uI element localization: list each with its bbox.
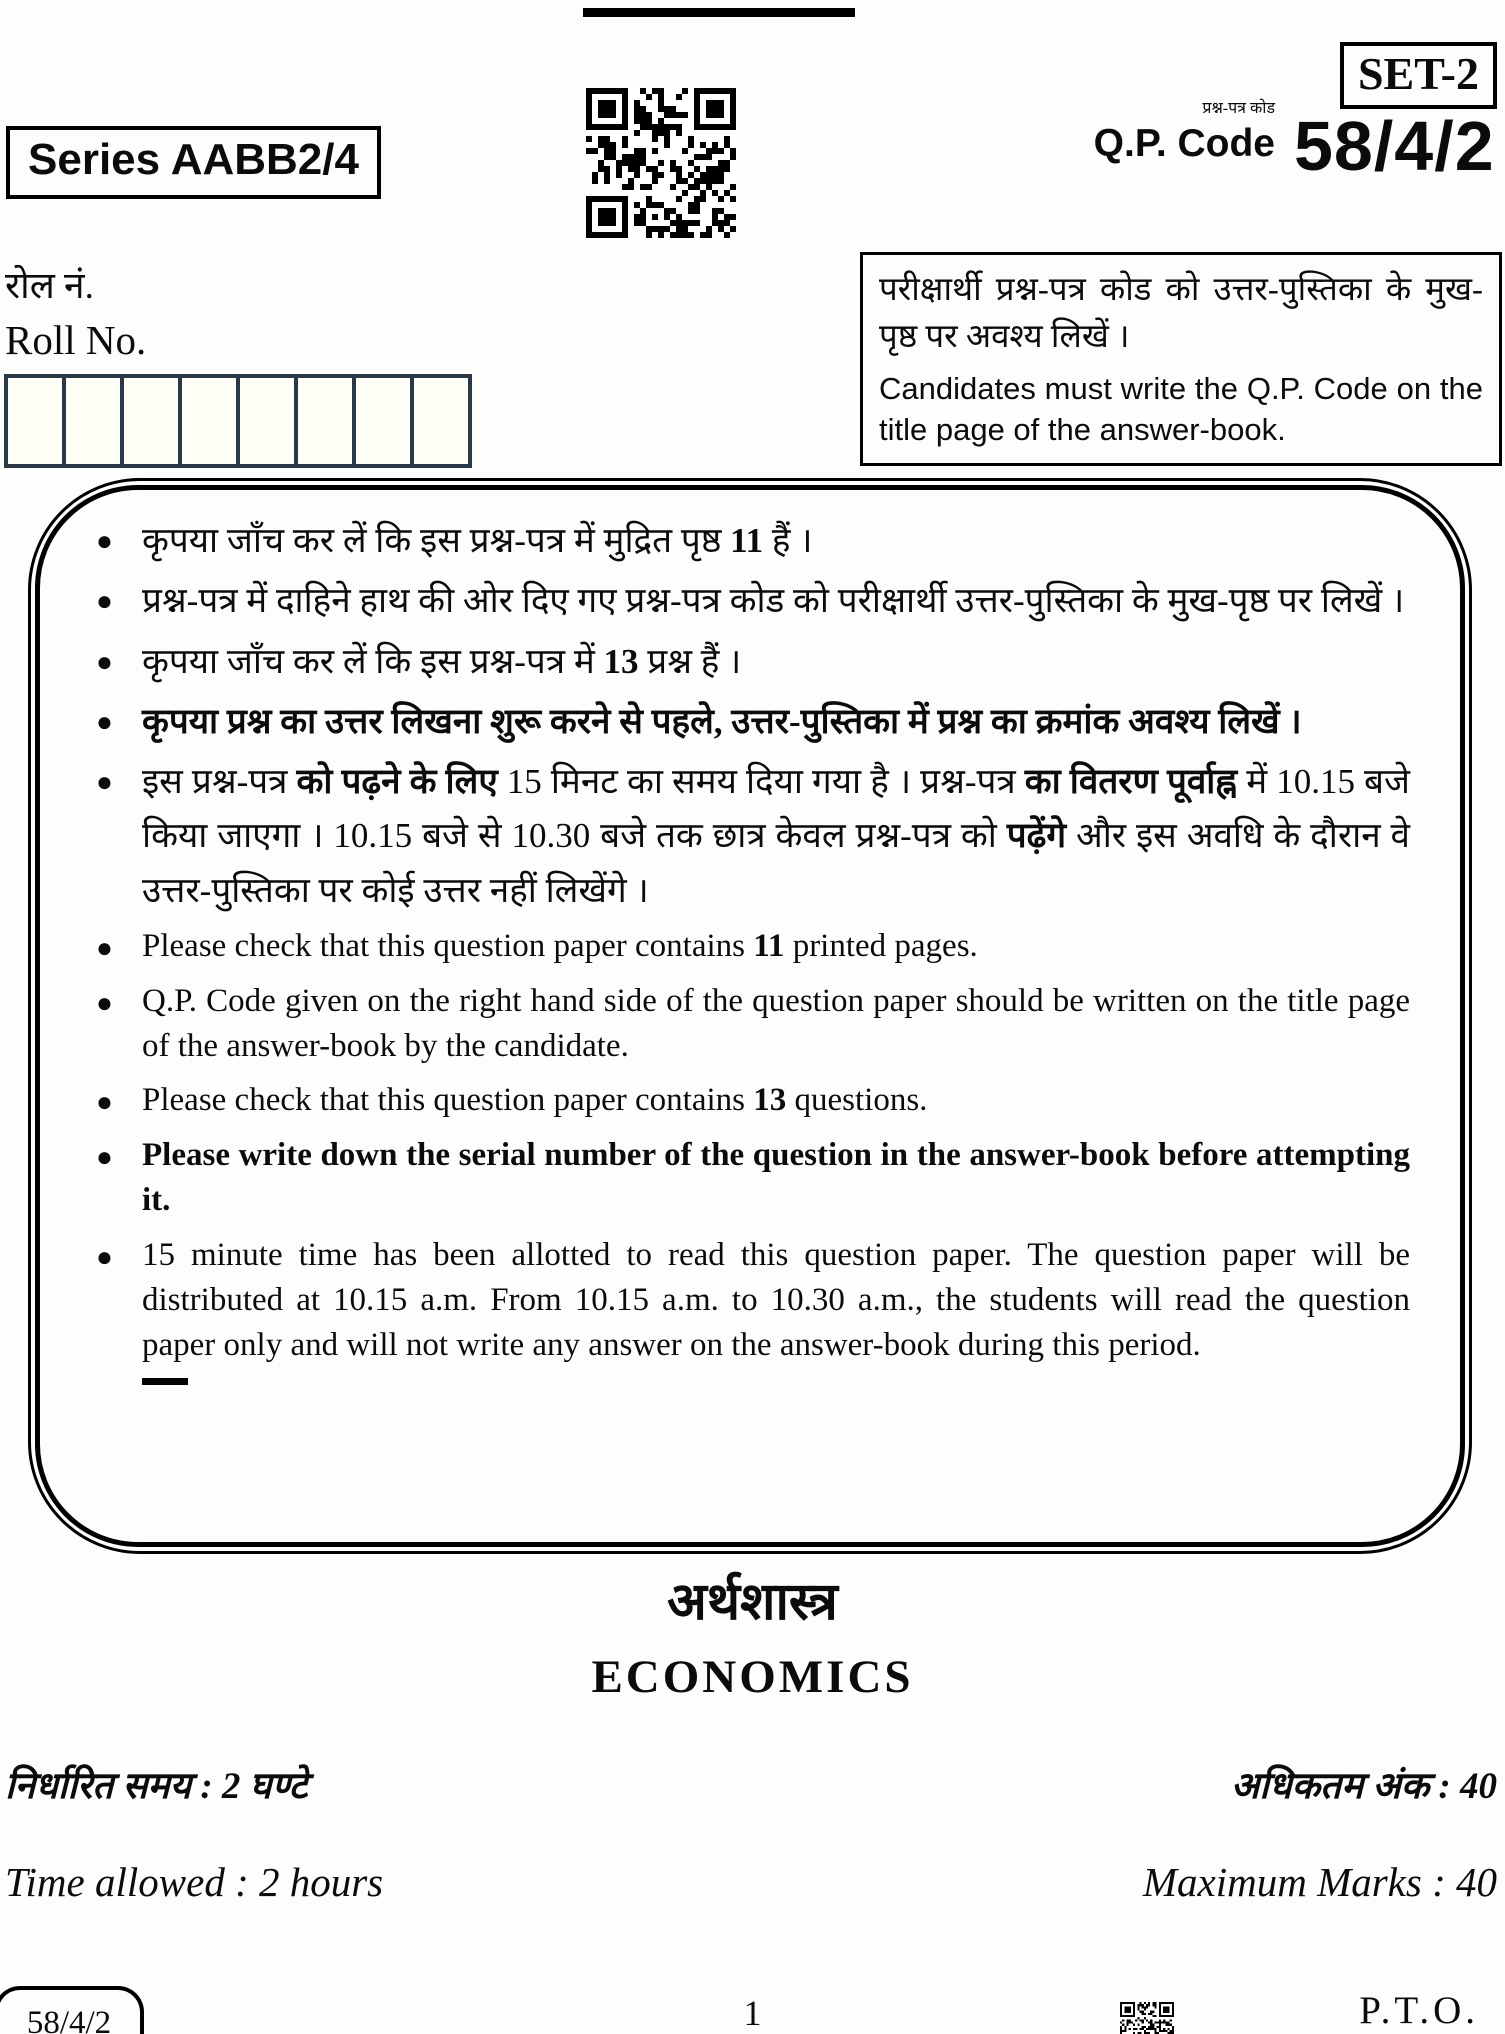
- max-marks-english: Maximum Marks : 40: [1142, 1859, 1497, 1905]
- bullet-icon: ●: [96, 706, 113, 738]
- qp-code-block: [1000, 100, 1275, 167]
- bullet-icon: ●: [96, 987, 113, 1019]
- set-badge: [1340, 42, 1497, 109]
- instruction-text: 15 minute time has been allotted to read this question paper. The question paper will be distributed at 10.15 a.m. From 10.15 a.m. to 10.30 a.m., the students will read the question paper only and will not write any answer on the answer-book during this period.: [142, 1237, 1410, 1363]
- meta-row-english: [5, 1858, 1497, 1906]
- qr-code-small: [1120, 2002, 1174, 2034]
- bullet-icon: ●: [96, 1142, 113, 1174]
- instruction-text: कृपया जाँच कर लें कि इस प्रश्न-पत्र में मुद्रित पृष्ठ 11 हैं ।: [142, 521, 813, 560]
- instruction-text: इस प्रश्न-पत्र को पढ़ने के लिए 15 मिनट का समय दिया गया है । प्रश्न-पत्र का वितरण पूर्वाह्न में 10.15 बजे किया जाएगा । 10.15 बजे से 10.30 बजे तक छात्र केवल प्रश्न-पत्र को पढ़ेंगे और इस अवधि के दौरान वे उत्तर-पुस्तिका पर कोई उत्तर नहीं लिखेंगे ।: [142, 762, 1410, 910]
- roll-label-hindi: रोल नं.: [5, 266, 94, 307]
- instruction-item: [96, 695, 1410, 749]
- candidate-note-hindi: परीक्षार्थी प्रश्न-पत्र कोड को उत्तर-पुस्तिका के मुख-पृष्ठ पर अवश्य लिखें ।: [879, 272, 1483, 355]
- qp-code-label-english: Q.P. Code: [1093, 122, 1275, 166]
- qp-code-value: 58/4/2: [1294, 107, 1495, 185]
- meta-row-hindi: [5, 1758, 1497, 1809]
- roll-cell: [236, 374, 298, 468]
- instruction-item: [96, 1078, 1410, 1123]
- pto-label: P.T.O.: [1359, 1989, 1479, 2032]
- bullet-icon: ●: [96, 586, 113, 618]
- bullet-icon: ●: [96, 526, 113, 557]
- instruction-text: Please write down the serial number of the question in the answer-book before attempting it.: [142, 1137, 1410, 1219]
- qp-code-label-hindi: प्रश्न-पत्र कोड: [1202, 100, 1275, 117]
- time-allowed-hindi: निर्धारित समय : 2 घण्टे: [5, 1766, 308, 1807]
- underline-mark: [142, 1378, 188, 1385]
- candidate-note-english: Candidates must write the Q.P. Code on the title page of the answer-book.: [879, 370, 1483, 447]
- candidate-note-box: [860, 252, 1502, 466]
- instruction-item: [96, 635, 1410, 689]
- bullet-icon: ●: [96, 767, 113, 798]
- instruction-text: प्रश्न-पत्र में दाहिने हाथ की ओर दिए गए प्रश्न-पत्र कोड को परीक्षार्थी उत्तर-पुस्तिका के मुख-पृष्ठ पर लिखें ।: [142, 581, 1405, 621]
- series-badge: [6, 126, 381, 199]
- instructions-box-inner: [35, 485, 1465, 1547]
- set-label: SET-2: [1357, 48, 1479, 99]
- footer-code: 58/4/2: [26, 2005, 112, 2034]
- roll-number-grid: [4, 374, 472, 468]
- roll-label-english: Roll No.: [5, 317, 147, 363]
- instruction-text: कृपया प्रश्न का उत्तर लिखना शुरू करने से पहले, उत्तर-पुस्तिका में प्रश्न का क्रमांक अवश्य लिखें ।: [142, 701, 1302, 741]
- top-rule: [583, 8, 855, 17]
- max-marks-hindi: अधिकतम अंक : 40: [1231, 1766, 1497, 1807]
- paper-title-english: ECONOMICS: [591, 1651, 914, 1703]
- bullet-icon: ●: [96, 932, 113, 964]
- bullet-icon: ●: [96, 646, 113, 678]
- bullet-icon: ●: [96, 1087, 113, 1119]
- time-allowed-english: Time allowed : 2 hours: [5, 1859, 384, 1905]
- paper-title-hindi: अर्थशास्त्र: [667, 1574, 838, 1631]
- bullet-icon: ●: [96, 1242, 113, 1273]
- instruction-item: [96, 755, 1410, 918]
- instruction-item: [96, 1233, 1410, 1368]
- roll-cell: [62, 374, 124, 468]
- roll-cell: [294, 374, 356, 468]
- roll-cell: [410, 374, 472, 468]
- instruction-text: Q.P. Code given on the right hand side of the question paper should be written on the title page of the answer-book by the candidate.: [142, 982, 1410, 1064]
- roll-cell: [4, 374, 66, 468]
- roll-cell: [178, 374, 240, 468]
- roll-cell: [120, 374, 182, 468]
- instruction-item: [96, 514, 1410, 568]
- instruction-text: कृपया जाँच कर लें कि इस प्रश्न-पत्र में 13 प्रश्न हैं ।: [142, 641, 742, 681]
- page-number: 1: [743, 1993, 762, 2033]
- instruction-item: [96, 574, 1410, 628]
- instructions-box: [28, 478, 1472, 1554]
- series-label: Series AABB2/4: [28, 135, 359, 184]
- instruction-item: [96, 1133, 1410, 1223]
- instruction-item: [96, 979, 1410, 1069]
- instruction-list: [96, 514, 1410, 1368]
- instruction-item: [96, 924, 1410, 969]
- instruction-text: Please check that this question paper contains 13 questions.: [142, 1082, 928, 1119]
- roll-cell: [352, 374, 414, 468]
- instruction-text: Please check that this question paper contains 11 printed pages.: [142, 927, 978, 964]
- qr-code: [586, 88, 736, 238]
